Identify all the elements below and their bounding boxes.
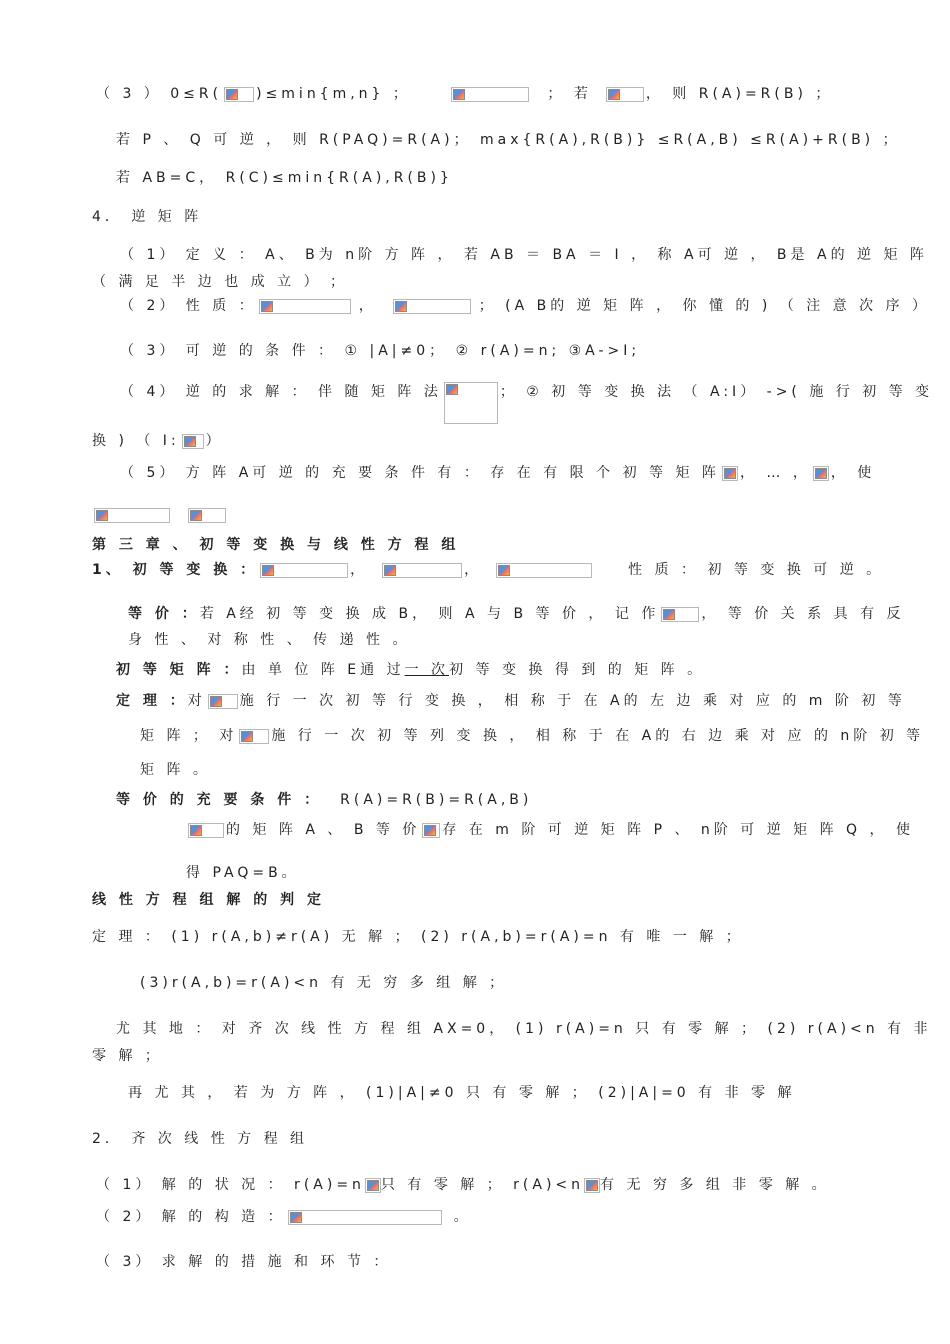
equivalence-properties: 身 性 、 对 称 性 、 传 递 性 。 [128,632,411,648]
solution-infinite-line: (3)r(A,b)=r(A)<n 有 无 穷 多 组 解 ； [140,975,508,991]
formula-image [393,299,471,314]
theorem-line-1: 定 理 ：对 施 行 一 次 初 等 行 变 换 ， 相 称 于 在 A的 左 边 乘 对 应 的 m 阶 初 等 [116,693,906,709]
formula-image [722,466,738,481]
square-matrix-note: 再 尤 其 ， 若 为 方 阵 ， (1)|A|≠0 只 有 零 解 ； (2)|A|=0 有 非 零 解 [128,1085,796,1101]
inverse-solving-continued: 换 ) （ I: ） [92,433,224,449]
section-heading-homogeneous: 2． 齐 次 线 性 方 程 组 [92,1131,309,1147]
inverse-properties-line: （ 2） 性 质 ： ， ； (A B的 逆 矩 阵 ， 你 懂 的 ) （ 注 意 次 序 ） [120,298,931,314]
solution-status-line: （ 1） 解 的 状 况 ： r(A)=n 只 有 零 解 ； r(A)<n 有 无 穷 多 组 非 零 解 。 [96,1177,830,1193]
invertible-equivalent-line: （ 5） 方 阵 A可 逆 的 充 要 条 件 有 ： 存 在 有 限 个 初 等 矩 阵 ， … ， ， 使 [120,465,876,481]
invertible-condition-line: （ 3） 可 逆 的 条 件 ： ① |A|≠0； ② r(A)=n; ③A->I; [120,343,641,359]
formula-image [239,729,269,744]
formula-image [422,823,440,838]
formula-image [813,466,829,481]
formula-image [224,87,254,102]
section-heading-inverse: 4． 逆 矩 阵 [92,209,203,225]
inverse-definition-note: （ 满 足 半 边 也 成 立 ） ； [92,274,349,290]
formula-image [382,563,462,578]
formula-image [365,1178,381,1193]
theorem-line-3: 矩 阵 。 [140,762,211,778]
solution-criterion-heading: 线 性 方 程 组 解 的 判 定 [92,892,325,908]
formula-image [188,823,224,838]
chapter-heading: 第 三 章 、 初 等 变 换 与 线 性 方 程 组 [92,537,460,553]
rank-product-line: 若 AB=C， R(C)≤min{R(A),R(B)} [116,170,453,186]
formula-image [259,299,351,314]
formula-image [606,87,644,102]
formula-image [188,508,226,523]
formula-image [451,87,529,102]
inverse-solving-line: （ 4） 逆 的 求 解 ： 伴 随 矩 阵 法 ； ② 初 等 变 换 法 （ A:I） ->( 施 行 初 等 变 [120,382,933,424]
formula-image [661,607,699,622]
elementary-transform-line: 1、 初 等 变 换 ： ， ， 性 质 ： 初 等 变 换 可 逆 。 [92,562,885,578]
solution-theorem-line: 定 理 ： (1) r(A,b)≠r(A) 无 解 ； (2) r(A,b)=r(A)=n 有 唯 一 解 ； [92,929,744,945]
homogeneous-note-end: 零 解 ； [92,1048,163,1064]
rank-properties-line: （ 3 ） 0≤R( )≤min{m,n} ； ； 若 ， 则 R(A)=R(B) ； [96,86,834,102]
formula-row [92,505,228,525]
formula-image [208,694,238,709]
equivalence-condition-end: 得 PAQ=B。 [186,865,300,881]
rank-inequality-line: 若 P 、 Q 可 逆 ， 则 R(PAQ)=R(A)； max{R(A),R(B)} ≤R(A,B) ≤R(A)+R(B) ； [116,132,901,148]
equivalence-condition-line: 等 价 的 充 要 条 件 ： R(A)=R(B)=R(A,B) [116,792,533,808]
inverse-definition-line: （ 1） 定 义 ： A、 B为 n阶 方 阵 ， 若 AB ＝ BA ＝ I ， 称 A可 逆 ， B是 A的 逆 矩 阵 [120,247,928,263]
formula-image [182,434,204,449]
formula-image [288,1210,442,1225]
solving-steps-line: （ 3） 求 解 的 措 施 和 环 节 ： [96,1254,392,1270]
equivalence-condition-detail: 的 矩 阵 A 、 B 等 价 存 在 m 阶 可 逆 矩 阵 P 、 n阶 可 逆 矩 阵 Q ， 使 [186,820,914,840]
equivalence-line: 等 价 ：若 A经 初 等 变 换 成 B， 则 A 与 B 等 价 ， 记 作 ， 等 价 关 系 具 有 反 [128,606,905,622]
elementary-matrix-line: 初 等 矩 阵 ：由 单 位 阵 E通 过一 次初 等 变 换 得 到 的 矩 阵 。 [116,662,706,678]
formula-image [260,563,348,578]
formula-image [584,1178,600,1193]
formula-image [496,563,592,578]
homogeneous-note-line: 尤 其 地 ： 对 齐 次 线 性 方 程 组 AX=0， (1) r(A)=n 只 有 零 解 ； (2) r(A)<n 有 非 [116,1021,932,1037]
formula-image [94,508,170,523]
solution-structure-line: （ 2） 解 的 构 造 ： 。 [96,1209,472,1225]
adjugate-formula-image [444,382,498,424]
theorem-line-2: 矩 阵 ； 对 施 行 一 次 初 等 列 变 换 ， 相 称 于 在 A的 右 边 乘 对 应 的 n阶 初 等 [140,728,925,744]
